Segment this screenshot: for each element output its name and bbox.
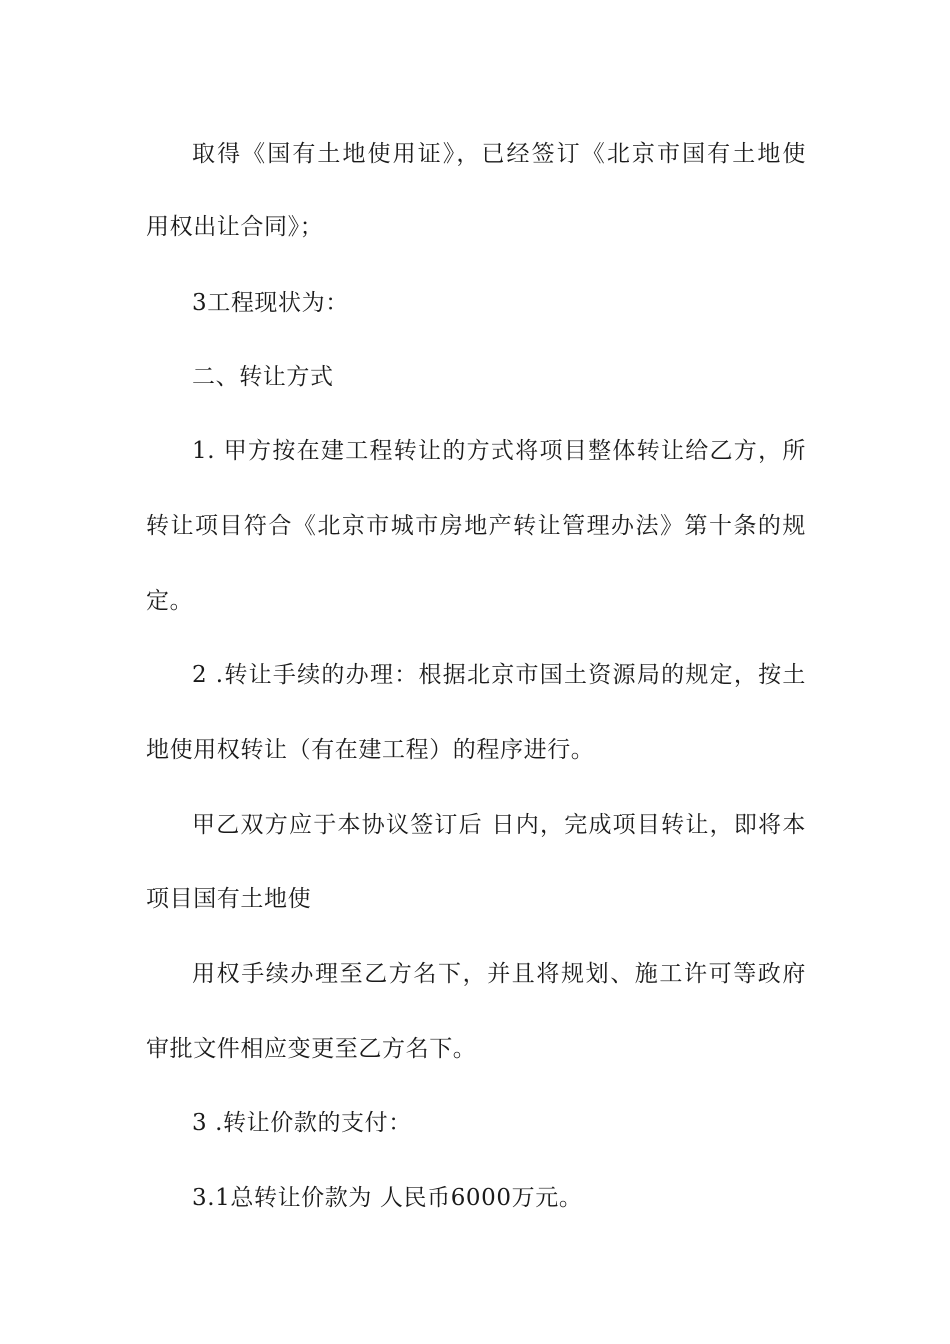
text-line-3: 3工程现状为： (192, 290, 349, 316)
text-line-5: 1. 甲方按在建工程转让的方式将项目整体转让给乙方，所 (192, 438, 806, 464)
text-line-7: 定。 (146, 588, 194, 614)
text-line-15: 3.1总转让价款为 人民币6000万元。 (192, 1185, 583, 1211)
text-line-14: 3 .转让价款的支付： (192, 1110, 412, 1136)
text-line-8: 2 .转让手续的办理：根据北京市国土资源局的规定，按土 (192, 662, 806, 688)
text-line-13: 审批文件相应变更至乙方名下。 (146, 1036, 477, 1062)
text-line-9: 地使用权转让（有在建工程）的程序进行。 (146, 737, 595, 763)
text-line-1: 取得《国有土地使用证》，已经签订《北京市国有土地使 (192, 141, 806, 167)
text-line-2: 用权出让合同》； (146, 214, 324, 240)
section-heading: 二、转让方式 (192, 364, 334, 390)
text-line-11: 项目国有土地使 (146, 886, 312, 912)
text-line-10: 甲乙双方应于本协议签订后 日内，完成项目转让，即将本 (192, 812, 806, 838)
text-line-12: 用权手续办理至乙方名下，并且将规划、施工许可等政府 (192, 961, 806, 987)
text-line-6: 转让项目符合《北京市城市房地产转让管理办法》第十条的规 (146, 513, 806, 539)
